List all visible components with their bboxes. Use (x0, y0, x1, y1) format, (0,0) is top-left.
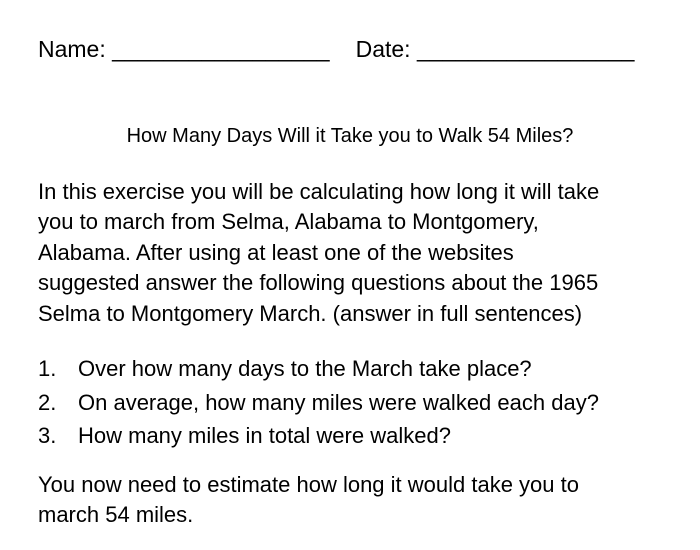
question-item (38, 352, 678, 386)
closing-line: You now need to estimate how long it would take you to (38, 472, 579, 497)
closing-line: march 54 miles. (38, 502, 194, 527)
intro-line: you to march from Selma, Alabama to Montgomery, (38, 209, 539, 235)
header-row (38, 35, 634, 63)
intro-line: In this exercise you will be calculating how long it will take (38, 179, 600, 204)
question-text: On average, how many miles were walked each day? (78, 389, 599, 415)
name-field[interactable]: Name: _________________ (38, 36, 330, 62)
intro-line: Selma to Montgomery March. (answer in full sentences) (38, 300, 583, 326)
date-field[interactable]: Date: _________________ (355, 36, 635, 62)
intro-line: Alabama. After using at least one of the websites (38, 239, 514, 265)
question-text: Over how many days to the March take place? (78, 356, 532, 381)
intro-line: suggested answer the following questions about the 1965 (38, 270, 599, 296)
intro-paragraph (38, 177, 678, 329)
worksheet-title: How Many Days Will it Take you to Walk 54 Miles? (126, 125, 574, 147)
question-item (38, 419, 678, 453)
closing-paragraph (38, 470, 678, 530)
question-item (38, 386, 678, 420)
question-number: 2. (38, 389, 57, 415)
question-number: 1. (38, 356, 57, 381)
question-number: 3. (38, 423, 57, 448)
question-list (38, 352, 678, 453)
question-text: How many miles in total were walked? (78, 423, 451, 448)
